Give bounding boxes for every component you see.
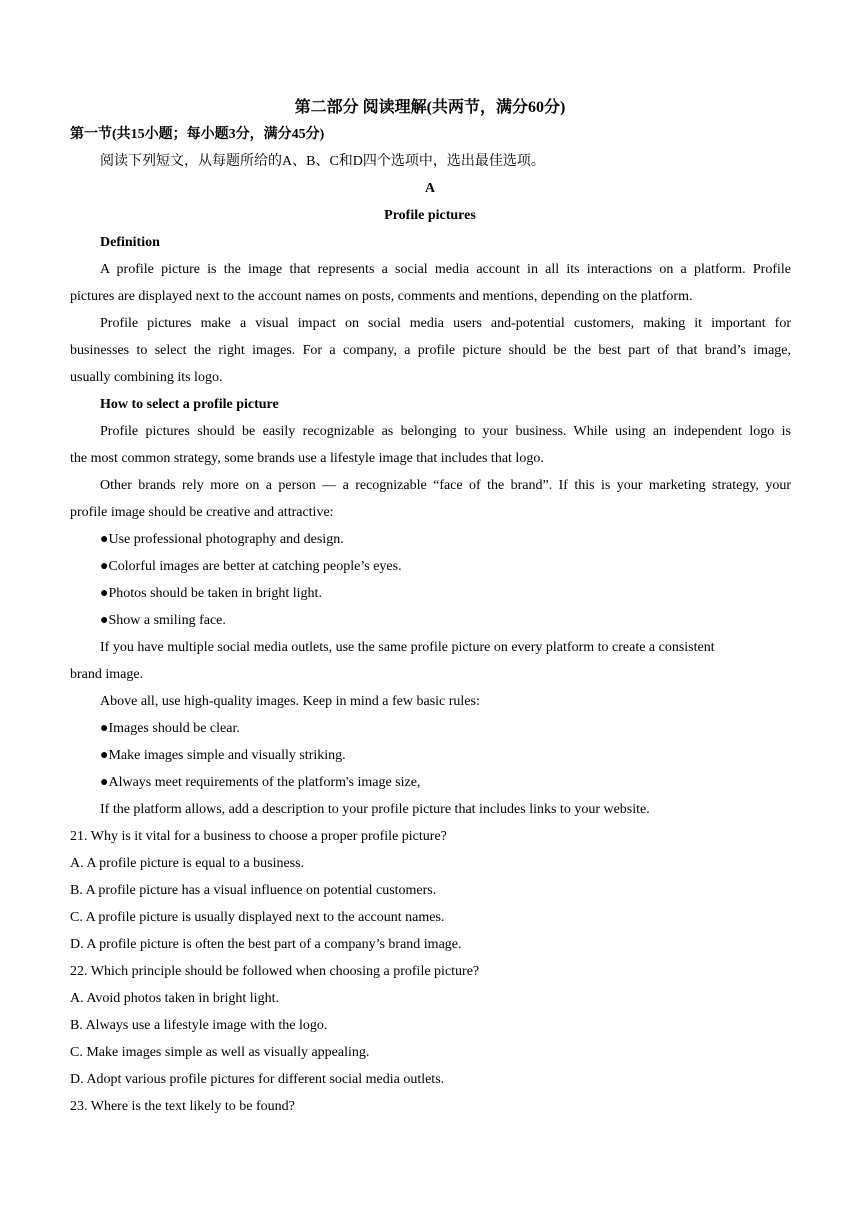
bullet-item: ●Images should be clear.: [100, 721, 240, 736]
paragraph-line: brand image.: [70, 667, 144, 682]
paragraph-line: If you have multiple social media outlets, use the same profile picture on every platform to create a consistent: [100, 640, 715, 655]
paragraph-line: Profile pictures should be easily recognizable as belonging to your business. While using an independent logo is: [100, 424, 791, 439]
paragraph-line: Profile pictures make a visual impact on social media users and-potential customers, making it important for: [100, 316, 791, 331]
bullet-item: ●Always meet requirements of the platform's image size,: [100, 775, 421, 790]
paragraph-line: usually combining its logo.: [70, 370, 223, 385]
section-title: 第一节(共15小题；每小题3分，满分45分): [70, 127, 325, 142]
heading-definition: Definition: [100, 235, 160, 250]
paragraph-line: profile image should be creative and attractive:: [70, 505, 334, 520]
bullet-item: ●Photos should be taken in bright light.: [100, 586, 322, 601]
answer-option: A. Avoid photos taken in bright light.: [70, 991, 279, 1006]
answer-option: C. A profile picture is usually displayed next to the account names.: [70, 910, 445, 925]
passage-title: Profile pictures: [384, 208, 476, 223]
paragraph-line: Above all, use high-quality images. Keep in mind a few basic rules:: [100, 694, 480, 709]
passage-label: A: [424, 181, 436, 196]
answer-option: C. Make images simple as well as visually appealing.: [70, 1045, 370, 1060]
paragraph-line: the most common strategy, some brands use a lifestyle image that includes that logo.: [70, 451, 544, 466]
question-stem: 22. Which principle should be followed when choosing a profile picture?: [70, 964, 480, 979]
paragraph-line: pictures are displayed next to the account names on posts, comments and mentions, depending on the platform.: [70, 289, 693, 304]
answer-option: D. A profile picture is often the best part of a company’s brand image.: [70, 937, 462, 952]
question-stem: 21. Why is it vital for a business to choose a proper profile picture?: [70, 829, 447, 844]
paragraph-line: businesses to select the right images. For a company, a profile picture should be the best part of that brand’s image,: [70, 343, 791, 358]
bullet-item: ●Use professional photography and design.: [100, 532, 344, 547]
instructions: 阅读下列短文，从每题所给的A、B、C和D四个选项中，选出最佳选项。: [100, 154, 545, 169]
bullet-item: ●Show a smiling face.: [100, 613, 226, 628]
answer-option: A. A profile picture is equal to a business.: [70, 856, 305, 871]
answer-option: B. A profile picture has a visual influence on potential customers.: [70, 883, 437, 898]
paragraph-line: Other brands rely more on a person — a recognizable “face of the brand”. If this is your marketing strategy, your: [100, 478, 791, 493]
part-title: 第二部分 阅读理解(共两节，满分60分): [294, 99, 566, 116]
question-stem: 23. Where is the text likely to be found?: [70, 1099, 295, 1114]
heading-how-to-select: How to select a profile picture: [100, 397, 279, 412]
answer-option: B. Always use a lifestyle image with the logo.: [70, 1018, 328, 1033]
paragraph-line: If the platform allows, add a description to your profile picture that includes links to your website.: [100, 802, 650, 817]
bullet-item: ●Colorful images are better at catching people’s eyes.: [100, 559, 402, 574]
answer-option: D. Adopt various profile pictures for different social media outlets.: [70, 1072, 445, 1087]
bullet-item: ●Make images simple and visually striking.: [100, 748, 346, 763]
paragraph-line: A profile picture is the image that represents a social media account in all its interactions on a platform. Profile: [100, 262, 791, 277]
